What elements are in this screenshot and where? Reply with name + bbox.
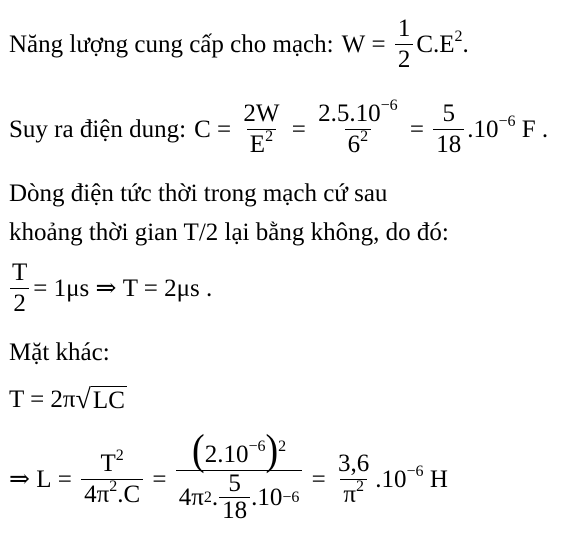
inductance-fraction-1: $\frac{T^2}{4\pi^2.C}$ (81, 449, 143, 510)
inductance-tail: $.10^{-6}$ H (375, 462, 448, 493)
energy-label: Năng lượng cung cấp cho mạch: (9, 30, 334, 58)
energy-equation-line: Năng lượng cung cấp cho mạch: W = $\frac{1}{2}$ $C.E^2$. (9, 15, 469, 73)
capacitance-label: Suy ra điện dung: (9, 115, 187, 143)
inductance-fraction-2: $(2.10^{-6})^2$ 4π 2 . $\frac{5}{18}$ .10 −6 (176, 435, 303, 524)
current-text-line-2: khoảng thời gian T/2 lại bằng không, do đó: (9, 219, 449, 246)
inductance-lhs: L (36, 465, 52, 493)
capacitance-fraction-1: $\frac{2W}{E^2}$ (243, 100, 280, 158)
implies-arrow: ⇒ (95, 274, 117, 302)
current-text-line-1: Dòng điện tức thời trong mạch cứ sau (9, 180, 388, 207)
sqrt-symbol: √ LC (75, 384, 125, 415)
inductance-fraction-3: $\frac{3,6}{\pi^2}$ (338, 450, 370, 508)
energy-rhs: $C.E^2$. (416, 27, 469, 58)
energy-fraction: $\frac{1}{2}$ (395, 14, 414, 75)
other-hand-text: Mặt khác: (9, 339, 110, 366)
capacitance-tail: $.10^{-6}$ F . (467, 112, 549, 143)
energy-lhs: W (341, 30, 366, 58)
inductance-inner-fraction: $\frac{5}{18}$ (219, 471, 250, 524)
capacitance-lhs: C (194, 115, 211, 143)
capacitance-equation-line: Suy ra điện dung: C = $\frac{2W}{E^2}$ = $\frac{2.5.10^{-6}}{6^2}$ = $\frac{5}{18}$ $.10^{-6}$ F . (9, 97, 549, 158)
inductance-equation-line: ⇒ L = $\frac{T^2}{4\pi^2.C}$ = $(2.10^{-6})^2$ 4π 2 . $\frac{5}{18}$ .10 −6 = $\frac{3,6}{\pi^2}$ $.10^{-6}$ H (9, 425, 448, 524)
period-equation-line: $\frac{T}{2}$ = 1μs ⇒ T = 2μs . (9, 258, 212, 319)
period-formula-line: T = 2π √ LC (9, 384, 125, 415)
period-result: T = 2μs . (122, 274, 213, 302)
period-fraction: $\frac{T}{2}$ (12, 259, 28, 317)
implies-arrow: ⇒ (9, 465, 30, 493)
capacitance-fraction-3: $\frac{5}{18}$ (433, 99, 464, 160)
capacitance-fraction-2: $\frac{2.5.10^{-6}}{6^2}$ (318, 97, 398, 158)
